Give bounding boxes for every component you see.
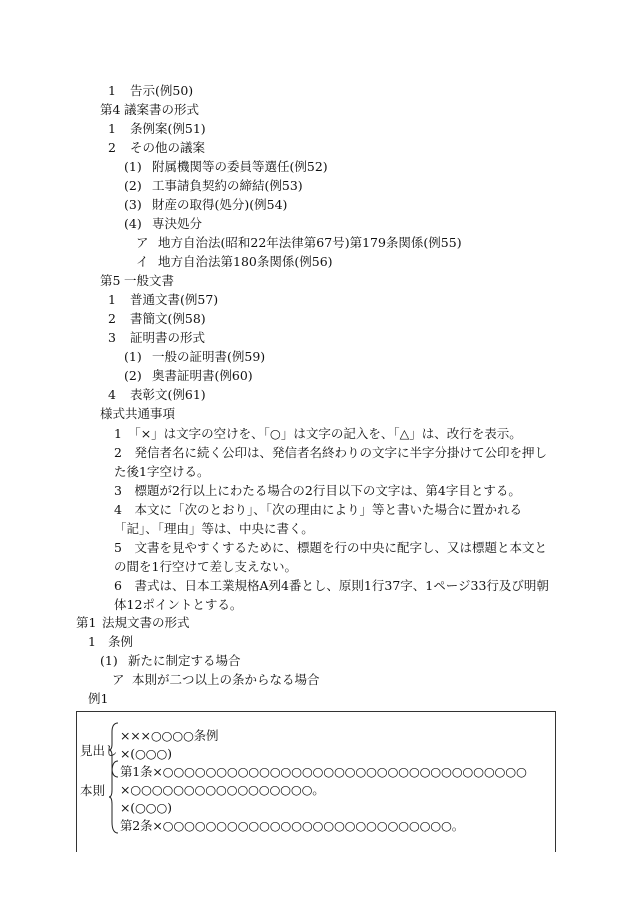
item-text: 条例案(例51)	[130, 121, 206, 136]
item-number: 1	[108, 83, 116, 98]
item-text: 普通文書(例57)	[130, 292, 219, 307]
toc-line-section4	[100, 101, 199, 119]
item-text: 専決処分	[152, 216, 203, 231]
item-text: 告示(例50)	[130, 83, 194, 98]
item-number: 第5	[100, 273, 121, 288]
item-number: 1	[108, 121, 116, 136]
item-text: 地方自治法第180条関係(例56)	[158, 254, 333, 269]
item-number: 2	[108, 311, 116, 326]
item-number: (2)	[124, 178, 142, 193]
item-number: ア	[136, 235, 149, 250]
item-text: 附属機関等の委員等選任(例52)	[152, 159, 328, 174]
toc-line-kokuji	[108, 82, 193, 100]
toc-line-fuzoku	[124, 158, 328, 176]
item-text: 様式共通事項	[100, 406, 176, 421]
item-text: 新たに制定する場合	[128, 653, 241, 668]
toc-line-ippan-shomei	[124, 348, 265, 366]
item-number: ア	[112, 672, 125, 687]
midashi-label: 見出し	[80, 743, 118, 758]
item-text: 証明書の形式	[130, 330, 206, 345]
honsoku-brace-icon	[108, 760, 120, 834]
item-text: その他の議案	[130, 140, 206, 155]
honsoku-label: 本則	[80, 783, 106, 798]
toc-line-okugaki	[124, 367, 253, 385]
note-3: 3 標題が2行以上にわたる場合の2行目以下の文字は、第4字目とする。	[114, 483, 521, 498]
item-text: 条例	[108, 634, 134, 649]
item-number: (2)	[124, 368, 142, 383]
note-5: 5 文書を見やすくするために、標題を行の中央に配字し、又は標題と本文との間を1行空けて差し支えない。	[114, 540, 547, 574]
item-text: 財産の取得(処分)(例54)	[152, 197, 288, 212]
note-4: 4 本文に「次のとおり」、「次の理由により」等と書いた場合に置かれる「記」、「理由」等は、中央に書く。	[114, 502, 522, 536]
note-2: 2 発信者名に続く公印は、発信者名終わりの文字に半字分掛けて公印を押した後1字空ける。	[114, 445, 547, 479]
item-number: 1	[88, 634, 96, 649]
item-text: 一般文書	[124, 273, 175, 288]
item-text: 書簡文(例58)	[130, 311, 206, 326]
item-number: 第1	[76, 615, 97, 630]
item-number: イ	[136, 254, 149, 269]
toc-line-senketsu	[124, 215, 202, 233]
toc-line-179	[136, 234, 462, 252]
subsection-new	[100, 652, 241, 670]
item-number: 2	[108, 140, 116, 155]
example-label	[88, 690, 108, 708]
item-number: (3)	[124, 197, 142, 212]
toc-line-sonota	[108, 139, 205, 157]
item-text: 例1	[88, 691, 109, 706]
item-text: 本則が二つ以上の条からなる場合	[132, 672, 320, 687]
example-line-caption2: ×(○○○)	[120, 800, 172, 815]
subsection-jorei	[88, 633, 133, 651]
item-text: 工事請負契約の締結(例53)	[152, 178, 303, 193]
toc-line-jorei-an	[108, 120, 206, 138]
item-number: (1)	[124, 159, 142, 174]
section1-heading	[76, 614, 190, 632]
item-text: 議案書の形式	[124, 102, 200, 117]
item-text: 一般の証明書(例59)	[152, 349, 266, 364]
toc-line-hyosho	[108, 386, 206, 404]
toc-line-koji	[124, 177, 303, 195]
toc-line-zaisan	[124, 196, 287, 214]
example-line-article1-cont: ×○○○○○○○○○○○○○○○○○。	[120, 782, 325, 797]
common-items-heading	[100, 405, 175, 423]
subsection-multiple	[112, 671, 320, 689]
item-text: 法規文書の形式	[102, 615, 190, 630]
item-text: 表彰文(例61)	[130, 387, 206, 402]
item-number: 1	[108, 292, 116, 307]
example-line-caption1: ×(○○○)	[120, 746, 172, 761]
item-number: 4	[108, 387, 116, 402]
note-1: 1 「×」は文字の空けを、「○」は文字の記入を、「△」は、改行を表示。	[114, 426, 522, 441]
note-6: 6 書式は、日本工業規格A列4番とし、原則1行37字、1ページ33行及び明朝体12ポイントとする。	[114, 578, 549, 612]
example-line-article2: 第2条×○○○○○○○○○○○○○○○○○○○○○○○○○○○。	[120, 818, 465, 833]
toc-line-section5	[100, 272, 174, 290]
toc-line-futsu	[108, 291, 218, 309]
item-number: (1)	[100, 653, 118, 668]
item-number: (4)	[124, 216, 142, 231]
toc-line-180	[136, 253, 333, 271]
example-line-title: ×××○○○○条例	[120, 728, 219, 743]
item-text: 奥書証明書(例60)	[152, 368, 253, 383]
toc-line-shokan	[108, 310, 206, 328]
item-number: 3	[108, 330, 116, 345]
example-line-article1: 第1条×○○○○○○○○○○○○○○○○○○○○○○○○○○○○○○○○○○	[120, 764, 527, 779]
item-text: 地方自治法(昭和22年法律第67号)第179条関係(例55)	[158, 235, 462, 250]
item-number: 第4	[100, 102, 121, 117]
toc-line-shomeisho	[108, 329, 205, 347]
item-number: (1)	[124, 349, 142, 364]
